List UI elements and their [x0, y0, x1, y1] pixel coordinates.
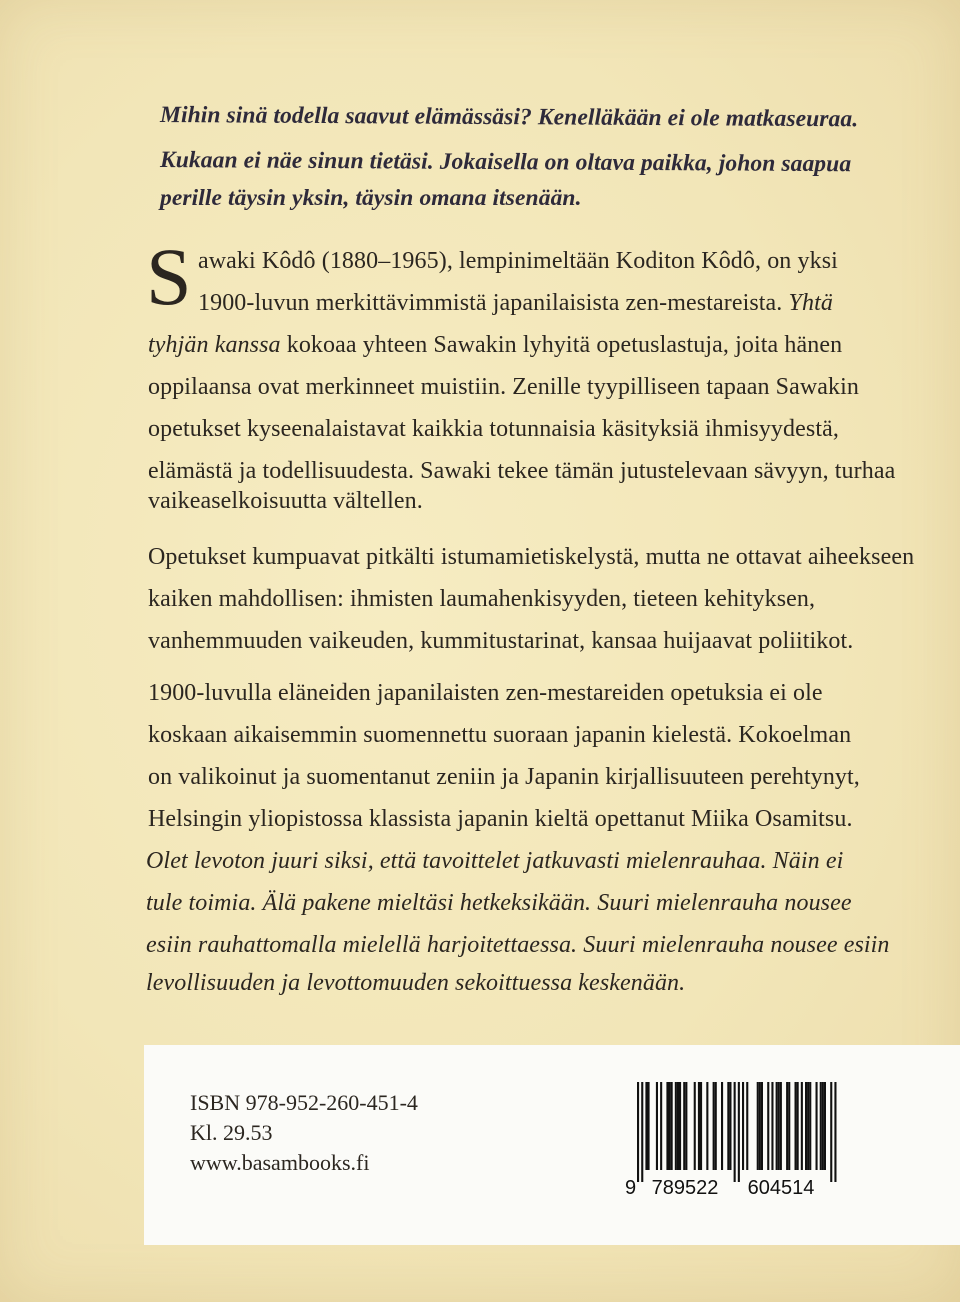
barcode-bar — [660, 1082, 662, 1170]
paragraph1-line-7: vaikeaselkoisuutta vältellen. — [148, 488, 423, 514]
barcode-right-digits: 604514 — [747, 1177, 815, 1199]
quote-bottom-line-4: levollisuuden ja levottomuuden sekoittuessa keskenään. — [146, 970, 686, 996]
quote-bottom-line-1: Olet levoton juuri siksi, että tavoittelet jatkuvasti mielenrauhaa. Näin ei — [146, 848, 844, 874]
quote-bottom-line-3: esiin rauhattomalla mielellä harjoitettaessa. Suuri mielenrauha nousee esiin — [146, 932, 890, 958]
barcode-bar — [729, 1082, 731, 1170]
barcode-bar — [742, 1082, 744, 1170]
barcode-bar — [677, 1082, 679, 1170]
barcode-bar — [715, 1082, 717, 1170]
barcode-left-digits: 789522 — [651, 1177, 719, 1199]
barcode-bar — [727, 1082, 729, 1170]
quote-bottom-line-2: tule toimia. Älä pakene mieltäsi hetkeksikään. Suuri mielenrauha nousee — [146, 890, 852, 916]
paragraph2-line-3: vanhemmuuden vaikeuden, kummitustarinat, kansaa huijaavat poliitikot. — [148, 628, 854, 654]
barcode-bar — [816, 1082, 818, 1170]
barcode-first-digit: 9 — [625, 1177, 637, 1199]
barcode-bar — [734, 1082, 736, 1182]
paragraph3-line-2: koskaan aikaisemmin suomennettu suoraan japanin kielestä. Kokoelman — [148, 722, 852, 748]
book-title-part-2: tyhjän kanssa — [148, 332, 281, 358]
paragraph3-line-3: on valikoinut ja suomentanut zeniin ja Japanin kirjallisuuteen perehtynyt, — [148, 764, 860, 790]
paragraph1-line-2-text: 1900-luvun merkittävimmistä japanilaisista zen-mestareista. — [198, 290, 783, 316]
paragraph1-line-3-text: kokoaa yhteen Sawakin lyhyitä opetuslastuja, joita hänen — [286, 332, 843, 358]
barcode-bar — [675, 1082, 677, 1170]
paragraph2-line-1: Opetukset kumpuavat pitkälti istumamietiskelystä, mutta ne ottavat aiheekseen — [148, 544, 915, 570]
barcode-bar — [776, 1082, 778, 1170]
barcode-bar — [830, 1082, 832, 1182]
paragraph1-line-2 — [198, 288, 833, 318]
barcode-bar — [700, 1082, 702, 1170]
barcode-bar — [648, 1082, 650, 1170]
barcode-bar — [809, 1082, 811, 1170]
barcode-bar — [801, 1082, 803, 1170]
paragraph3-line-1: 1900-luvulla eläneiden japanilaisten zen-mestareiden opetuksia ei ole — [148, 680, 823, 706]
barcode-bar — [685, 1082, 687, 1170]
barcode-bar — [637, 1082, 639, 1182]
barcode-bar — [656, 1082, 658, 1170]
barcode-bar — [761, 1082, 763, 1170]
paragraph1-line-5: opetukset kyseenalaistavat kaikkia totunnaisia käsityksiä ihmisyydestä, — [148, 416, 839, 442]
barcode-bar — [713, 1082, 715, 1170]
barcode-bar — [822, 1082, 824, 1170]
barcode-bar — [671, 1082, 673, 1170]
barcode-bar — [820, 1082, 822, 1170]
barcode-bar — [694, 1082, 696, 1170]
drop-cap: S — [146, 231, 192, 322]
barcode-bar — [669, 1082, 671, 1170]
website-text: www.basambooks.fi — [190, 1150, 370, 1175]
isbn-text: ISBN 978-952-260-451-4 — [190, 1090, 418, 1115]
barcode-bars — [637, 1082, 837, 1182]
barcode-bar — [771, 1082, 773, 1170]
barcode-bar — [757, 1082, 759, 1170]
quote-top-line-3: perille täysin yksin, täysin omana itsenään. — [160, 185, 582, 211]
barcode-bar — [767, 1082, 769, 1170]
barcode-bar — [795, 1082, 797, 1170]
quote-top-line-1: Mihin sinä todella saavut elämässäsi? Kenelläkään ei ole matkaseuraa. — [159, 102, 859, 133]
paragraph1-line-4: oppilaansa ovat merkinneet muistiin. Zenille tyypilliseen tapaan Sawakin — [148, 374, 860, 400]
barcode-bar — [721, 1082, 723, 1170]
barcode-bar — [788, 1082, 790, 1170]
barcode-bar — [759, 1082, 761, 1170]
paragraph3-line-4: Helsingin yliopistossa klassista japanin kieltä opettanut Miika Osamitsu. — [148, 806, 853, 832]
barcode-bar — [805, 1082, 807, 1170]
barcode-bar — [738, 1082, 740, 1182]
barcode-bar — [666, 1082, 668, 1170]
paragraph1-line-6: elämästä ja todellisuudesta. Sawaki tekee tämän jutustelevaan sävyyn, turhaa — [148, 458, 896, 484]
barcode-bar — [807, 1082, 809, 1170]
quote-top-line-2: Kukaan ei näe sinun tietäsi. Jokaisella on oltava paikka, johon saapua — [159, 147, 852, 178]
barcode-bar — [683, 1082, 685, 1170]
barcode-bar — [641, 1082, 643, 1182]
barcode-bar — [780, 1082, 782, 1170]
barcode-bar — [786, 1082, 788, 1170]
paragraph2-line-2: kaiken mahdollisen: ihmisten laumahenkisyyden, tieteen kehityksen, — [148, 586, 816, 612]
barcode-bar — [645, 1082, 647, 1170]
barcode-bar — [824, 1082, 826, 1170]
barcode — [623, 1082, 841, 1200]
barcode-bar — [706, 1082, 708, 1170]
barcode-bar — [698, 1082, 700, 1170]
paragraph1-line-1: awaki Kôdô (1880–1965), lempinimeltään Koditon Kôdô, on yksi — [198, 248, 838, 274]
barcode-bar — [797, 1082, 799, 1170]
barcode-bar — [778, 1082, 780, 1170]
classification-text: Kl. 29.53 — [190, 1120, 273, 1145]
barcode-bar — [834, 1082, 836, 1182]
barcode-bar — [679, 1082, 681, 1170]
barcode-bar — [746, 1082, 748, 1170]
paragraph1-line-3 — [148, 330, 842, 360]
book-title-part-1: Yhtä — [788, 290, 833, 316]
